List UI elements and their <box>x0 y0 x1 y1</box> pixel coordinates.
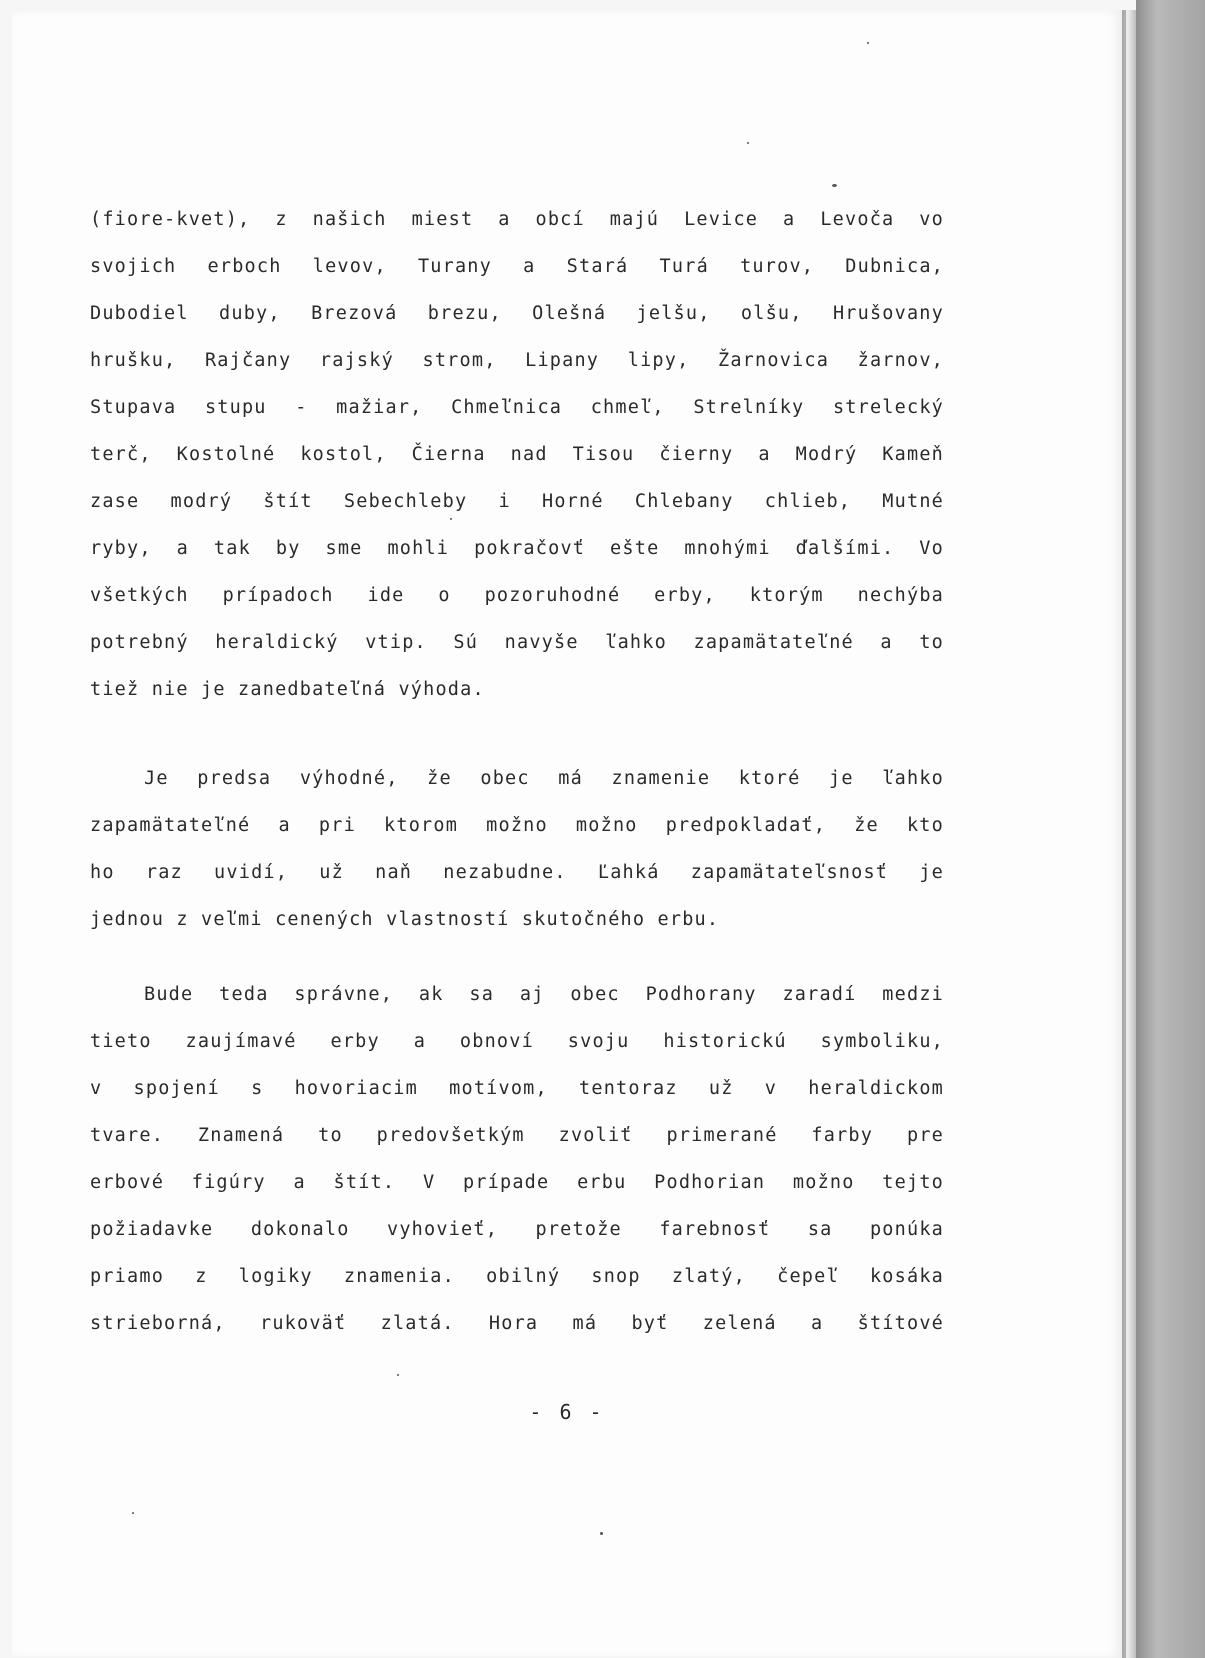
book-spine <box>1136 0 1205 1658</box>
paragraph-spacer <box>90 943 944 971</box>
text-line: Dubodiel duby, Brezová brezu, Olešná jelšu, olšu, Hrušovany <box>90 303 944 324</box>
dust-speck <box>832 184 837 187</box>
text-line: zase modrý štít Sebechleby i Horné Chlebany chlieb, Mutné <box>90 491 944 512</box>
page-shadow-edge <box>1122 10 1126 1658</box>
text-line: erbové figúry a štít. V prípade erbu Podhorian možno tejto <box>90 1172 944 1193</box>
paragraph-1 <box>90 196 944 713</box>
paragraph-spacer <box>90 713 944 755</box>
text-line: terč, Kostolné kostol, Čierna nad Tisou čierny a Modrý Kameň <box>90 444 944 465</box>
text-line: strieborná, rukoväť zlatá. Hora má byť zelená a štítové <box>90 1313 944 1334</box>
paragraph-2 <box>90 755 944 943</box>
text-line: Stupava stupu - mažiar, Chmeľnica chmeľ, Strelníky strelecký <box>90 397 944 418</box>
text-line: hrušku, Rajčany rajský strom, Lipany lipy, Žarnovica žarnov, <box>90 350 944 371</box>
text-line: svojich erboch levov, Turany a Stará Turá turov, Dubnica, <box>90 256 944 277</box>
text-line: tieto zaujímavé erby a obnoví svoju historickú symboliku, <box>90 1031 944 1052</box>
text-line: (fiore-kvet), z našich miest a obcí majú Levice a Levoča vo <box>90 209 944 230</box>
text-line: tiež nie je zanedbateľná výhoda. <box>90 679 485 700</box>
text-line: ryby, a tak by sme mohli pokračovť ešte mnohými ďalšími. Vo <box>90 538 944 559</box>
text-line: požiadavke dokonalo vyhovieť, pretože farebnosť sa ponúka <box>90 1219 944 1240</box>
page-number: - 6 - <box>529 1400 605 1424</box>
dust-speck <box>450 518 452 520</box>
dust-speck <box>397 1374 399 1376</box>
text-line: jednou z veľmi cenených vlastností skutočného erbu. <box>90 909 720 930</box>
text-line: ho raz uvidí, už naň nezabudne. Ľahká zapamätateľsnosť je <box>90 862 944 883</box>
body-text <box>90 196 944 1347</box>
text-line: všetkých prípadoch ide o pozoruhodné erby, ktorým nechýba <box>90 585 944 606</box>
dust-speck <box>600 1532 603 1535</box>
dust-speck <box>132 1512 134 1514</box>
text-line: potrebný heraldický vtip. Sú navyše ľahko zapamätateľné a to <box>90 632 944 653</box>
paper-sheet <box>12 10 1122 1658</box>
text-line: Bude teda správne, ak sa aj obec Podhorany zaradí medzi <box>144 984 944 1005</box>
paragraph-3 <box>90 971 944 1347</box>
text-line: zapamätateľné a pri ktorom možno možno predpokladať, že kto <box>90 815 944 836</box>
dust-speck <box>867 42 869 44</box>
text-line: v spojení s hovoriacim motívom, tentoraz už v heraldickom <box>90 1078 944 1099</box>
dust-speck <box>747 142 749 144</box>
text-line: Je predsa výhodné, že obec má znamenie ktoré je ľahko <box>144 768 944 789</box>
text-line: tvare. Znamená to predovšetkým zvoliť primerané farby pre <box>90 1125 944 1146</box>
text-line: priamo z logiky znamenia. obilný snop zlatý, čepeľ kosáka <box>90 1266 944 1287</box>
